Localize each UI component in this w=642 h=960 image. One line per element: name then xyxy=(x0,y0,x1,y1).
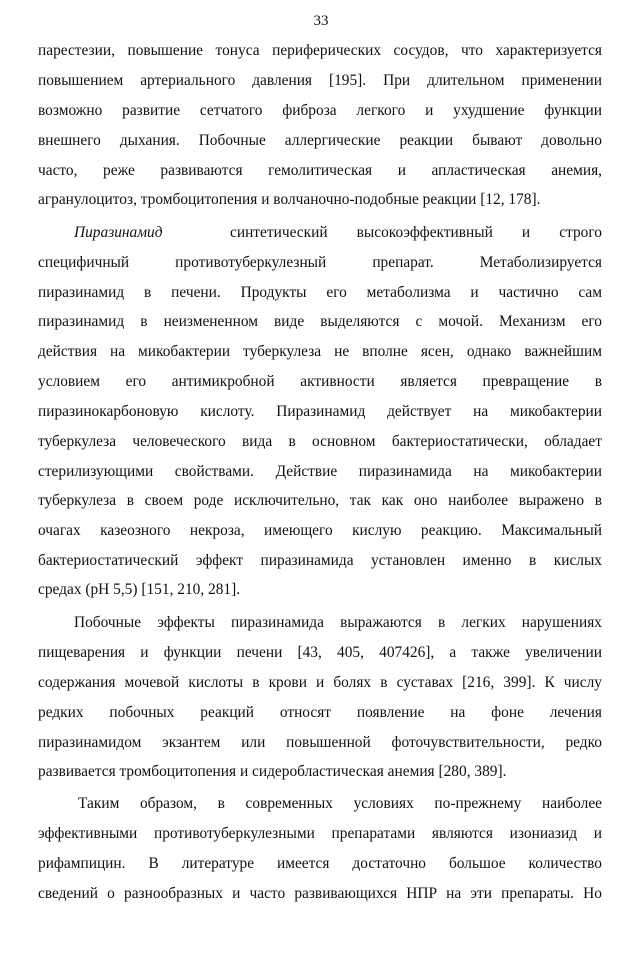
text-line: пиразинамид в печени. Продукты его метаболизма и частично сам xyxy=(38,284,602,301)
text-line: содержания мочевой кислоты в крови и болях в суставах [216, 399]. К числу xyxy=(38,674,602,691)
page-number: 33 xyxy=(313,13,329,29)
text-line: эффективными противотуберкулезными препаратами являются изониазид и xyxy=(38,825,602,842)
text-line: внешнего дыхания. Побочные аллергические реакции бывают довольно xyxy=(38,132,602,149)
text-line: пиразинокарбоновую кислоту. Пиразинамид действует на микобактерии xyxy=(38,403,602,420)
text-line: очагах казеозного некроза, имеющего кислую реакцию. Максимальный xyxy=(38,522,602,539)
text-line: Таким образом, в современных условиях по-прежнему наиболее xyxy=(78,795,602,812)
text-line: туберкулеза в своем роде исключительно, так как оно наиболее выражено в xyxy=(38,492,602,509)
drug-term: Пиразинамид xyxy=(74,224,163,241)
text-line: туберкулеза человеческого вида в основном бактериостатически, обладает xyxy=(38,433,602,450)
text-line: сведений о разнообразных и часто развивающихся НПР на эти препараты. Но xyxy=(38,885,602,902)
text-line: редких побочных реакций относят появление на фоне лечения xyxy=(38,704,602,721)
text-line: парестезии, повышение тонуса периферических сосудов, что характеризуется xyxy=(38,42,602,59)
text-line: специфичный противотуберкулезный препарат. Метаболизируется xyxy=(38,254,602,271)
text-line: бактериостатический эффект пиразинамида установлен именно в кислых xyxy=(38,552,602,569)
text-line: часто, реже развиваются гемолитическая и апластическая анемия, xyxy=(38,162,602,179)
text-line-with-term xyxy=(74,222,602,244)
text-line: пиразинамидом экзантем или повышенной фоточувствительности, редко xyxy=(38,734,602,751)
text-line-rest: синтетический высокоэффективный и строго xyxy=(230,224,602,241)
text-line: развивается тромбоцитопения и сидеробластическая анемия [280, 389]. xyxy=(38,763,507,780)
text-line: агранулоцитоз, тромбоцитопения и волчаночно-подобные реакции [12, 178]. xyxy=(38,191,541,208)
text-line: средах (pH 5,5) [151, 210, 281]. xyxy=(38,581,241,598)
text-line: действия на микобактерии туберкулеза не вполне ясен, однако важнейшим xyxy=(38,343,602,360)
text-line: стерилизующими свойствами. Действие пиразинамида на микобактерии xyxy=(38,463,602,480)
text-line: повышением артериального давления [195]. При длительном применении xyxy=(38,72,602,89)
text-line: Побочные эффекты пиразинамида выражаются в легких нарушениях xyxy=(74,614,602,631)
text-line: пиразинамид в неизмененном виде выделяются с мочой. Механизм его xyxy=(38,313,602,330)
text-line: возможно развитие сетчатого фиброза легкого и ухудшение функции xyxy=(38,102,602,119)
text-line: рифампицин. В литературе имеется достаточно большое количество xyxy=(38,855,602,872)
text-line: пищеварения и функции печени [43, 405, 407426], а также увеличении xyxy=(38,644,602,661)
text-line: условием его антимикробной активности является превращение в xyxy=(38,373,602,390)
